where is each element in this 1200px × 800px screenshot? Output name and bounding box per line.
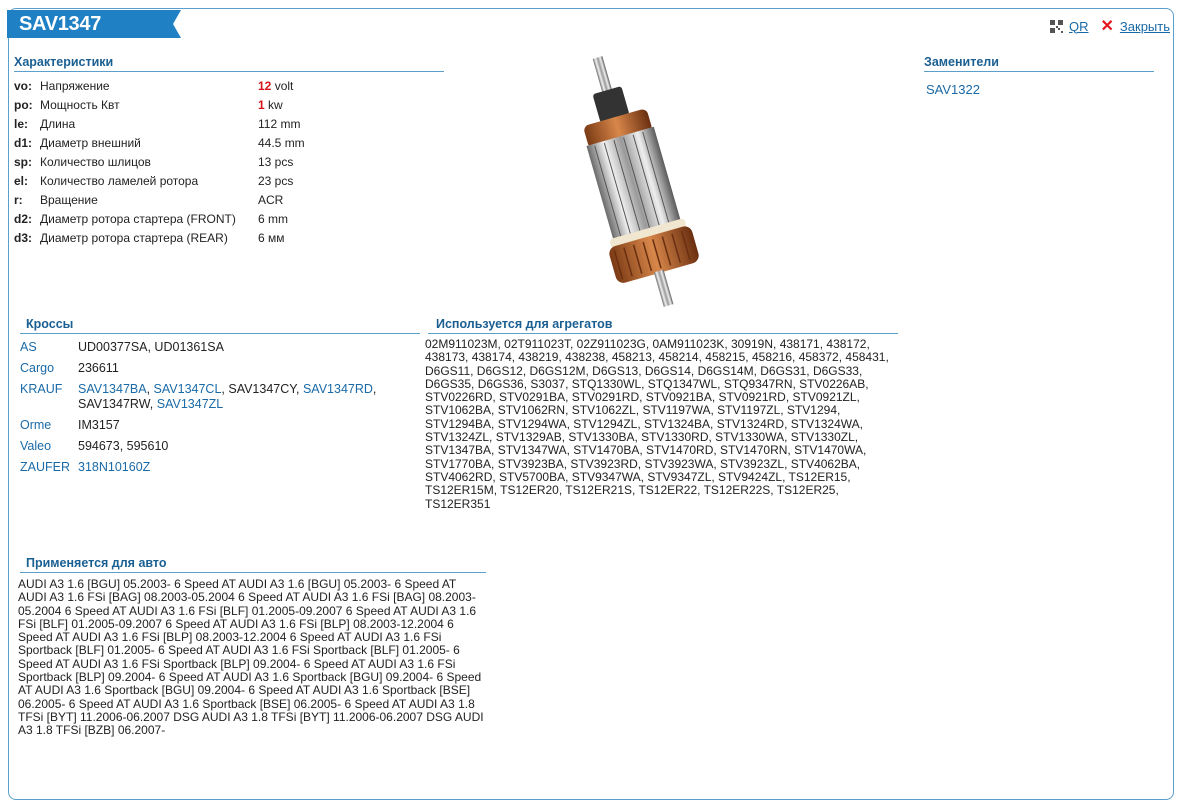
spec-code: d2:	[14, 211, 32, 226]
cross-part-text: 236611	[78, 361, 119, 375]
spec-row	[14, 152, 305, 171]
spec-code: d3:	[14, 230, 32, 245]
armature-image	[510, 52, 760, 310]
cross-row	[20, 382, 408, 412]
cross-part-link[interactable]: SAV1347RD	[302, 382, 373, 396]
spec-code: po:	[14, 97, 33, 112]
cross-row	[20, 460, 408, 475]
substitutes-list	[926, 82, 980, 97]
spec-code: el:	[14, 173, 29, 188]
spec-value: 112 mm	[258, 116, 301, 131]
cross-row	[20, 439, 408, 454]
characteristics-title: Характеристики	[14, 55, 444, 72]
cross-brand-link[interactable]: ZAUFER	[20, 460, 70, 474]
cross-values	[78, 361, 408, 376]
aggregates-title: Используется для агрегатов	[428, 317, 898, 334]
spec-value: 1 kw	[258, 97, 283, 112]
substitutes-title: Заменители	[924, 55, 1154, 72]
spec-row	[14, 95, 305, 114]
spec-code: le:	[14, 116, 29, 131]
cross-row	[20, 361, 408, 376]
cross-part-text: 594673, 595610	[78, 439, 169, 453]
cross-row	[20, 418, 408, 433]
spec-value: 6 мм	[258, 230, 285, 245]
spec-row	[14, 190, 305, 209]
product-code: SAV1347	[19, 13, 102, 35]
cross-values	[78, 460, 408, 475]
characteristics-list	[14, 76, 305, 247]
spec-code: vo:	[14, 78, 32, 93]
cross-part-link[interactable]: 318N10160Z	[78, 460, 151, 474]
aggregates-text: 02M911023M, 02T911023T, 02Z911023G, 0AM911023K, 30919N, 438171, 438172, 438173, 438174, 438219, 438238, 458213, 458214, 458215, 458216, 458372, 458431, D6GS11, D6GS12, D6GS12M, D6GS13, D6GS14, D6GS14M, D6GS31, D6GS33, D6GS35, D6GS36, S3037, STQ1330WL, STQ1347WL, STQ9347RN, STV0226AB, STV0226RD, STV0291BA, STV0291RD, STV0921BA, STV0921RD, STV0921ZL, STV1062BA, STV1062RN, STV1062ZL, STV1197WA, STV1197ZL, STV1294, STV1294BA, STV1294WA, STV1294ZL, STV1324BA, STV1324RD, STV1324WA, STV1324ZL, STV1329AB, STV1330BA, STV1330RD, STV1330WA, STV1330ZL, STV1347BA, STV1347WA, STV1470BA, STV1470RD, STV1470RN, STV1470WA, STV1770BA, STV3923BA, STV3923RD, STV3923WA, STV3923ZL, STV4062BA, STV4062RD, STV5700BA, STV9347WA, STV9347ZL, STV9424ZL, TS12ER15, TS12ER15M, TS12ER20, TS12ER21S, TS12ER22, TS12ER22S, TS12ER25, TS12ER351	[425, 337, 889, 511]
spec-code: sp:	[14, 154, 32, 169]
cross-part-text: ,	[146, 382, 154, 396]
cross-part-text: IM3157	[78, 418, 120, 432]
spec-name: Напряжение	[40, 78, 110, 93]
spec-value: ACR	[258, 192, 284, 207]
spec-row	[14, 133, 305, 152]
cross-part-link[interactable]: SAV1347CL	[153, 382, 222, 396]
cross-values	[78, 382, 408, 412]
cross-brand-link[interactable]: Valeo	[20, 439, 52, 453]
spec-row	[14, 114, 305, 133]
applications-title: Применяется для авто	[20, 556, 486, 573]
qr-link[interactable]: QR	[1069, 18, 1089, 34]
spec-value: 13 pcs	[258, 154, 294, 169]
spec-name: Количество ламелей ротора	[40, 173, 199, 188]
spec-name: Длина	[40, 116, 76, 131]
spec-name: Диаметр внешний	[40, 135, 141, 150]
spec-row	[14, 228, 305, 247]
crosses-title: Кроссы	[20, 317, 420, 334]
spec-row	[14, 209, 305, 228]
spec-name: Диаметр ротора стартера (FRONT)	[40, 211, 236, 226]
cross-values	[78, 439, 408, 454]
cross-part-text: , SAV1347RW,	[78, 382, 377, 411]
spec-code: r:	[14, 192, 23, 207]
spec-row	[14, 76, 305, 95]
cross-brand-link[interactable]: KRAUF	[20, 382, 63, 396]
spec-name: Мощность Квт	[40, 97, 120, 112]
spec-name: Вращение	[40, 192, 98, 207]
cross-values	[78, 340, 408, 355]
cross-part-link[interactable]: SAV1347BA	[78, 382, 147, 396]
cross-values	[78, 418, 408, 433]
spec-value: 12 volt	[258, 78, 294, 93]
cross-brand-link[interactable]: AS	[20, 340, 37, 354]
spec-name: Количество шлицов	[40, 154, 151, 169]
applications-text: AUDI A3 1.6 [BGU] 05.2003- 6 Speed AT AUDI A3 1.6 [BGU] 05.2003- 6 Speed AT AUDI A3 1.6 FSi [BAG] 08.2003-05.2004 6 Speed AT AUDI A3 1.6 FSi [BAG] 08.2003-05.2004 6 Speed AT AUDI A3 1.6 FSi [BLF] 01.2005-09.2007 6 Speed AT AUDI A3 1.6 FSi [BLF] 01.2005-09.2007 6 Speed AT AUDI A3 1.6 FSi [BLP] 08.2003-12.2004 6 Speed AT AUDI A3 1.6 FSi [BLP] 08.2003-12.2004 6 Speed AT AUDI A3 1.6 FSi Sportback [BLF] 01.2005- 6 Speed AT AUDI A3 1.6 FSi Sportback [BLF] 01.2005- 6 Speed AT AUDI A3 1.6 FSi Sportback [BLP] 09.2004- 6 Speed AT AUDI A3 1.6 FSi Sportback [BLP] 09.2004- 6 Speed AT AUDI A3 1.6 Sportback [BGU] 09.2004- 6 Speed AT AUDI A3 1.6 Sportback [BGU] 09.2004- 6 Speed AT AUDI A3 1.6 Sportback [BSE] 06.2005- 6 Speed AT AUDI A3 1.6 Sportback [BSE] 06.2005- 6 Speed AT AUDI A3 1.8 TFSi [BYT] 11.2006-06.2007 DSG AUDI A3 1.8 TFSi [BYT] 11.2006-06.2007 DSG AUDI A3 1.8 TFSi [BZB] 06.2007-	[18, 577, 484, 738]
crosses-list	[20, 340, 408, 481]
cross-part-link[interactable]: SAV1347ZL	[156, 397, 224, 411]
spec-value: 44.5 mm	[258, 135, 305, 150]
cross-part-text: , SAV1347CY,	[221, 382, 303, 396]
cross-row	[20, 340, 408, 355]
title-ribbon	[7, 10, 181, 38]
spec-value: 23 pcs	[258, 173, 294, 188]
close-link[interactable]: Закрыть	[1119, 18, 1170, 34]
spec-value: 6 mm	[258, 211, 288, 226]
qr-icon[interactable]	[1050, 20, 1063, 33]
cross-brand-link[interactable]: Orme	[20, 418, 52, 432]
top-links	[1050, 16, 1170, 36]
spec-row	[14, 171, 305, 190]
spec-code: d1:	[14, 135, 32, 150]
substitute-link[interactable]: SAV1322	[926, 82, 980, 97]
close-icon[interactable]: ✕	[1100, 18, 1114, 35]
cross-brand-link[interactable]: Cargo	[20, 361, 55, 375]
spec-name: Диаметр ротора стартера (REAR)	[40, 230, 228, 245]
cross-part-text: UD00377SA, UD01361SA	[78, 340, 224, 354]
